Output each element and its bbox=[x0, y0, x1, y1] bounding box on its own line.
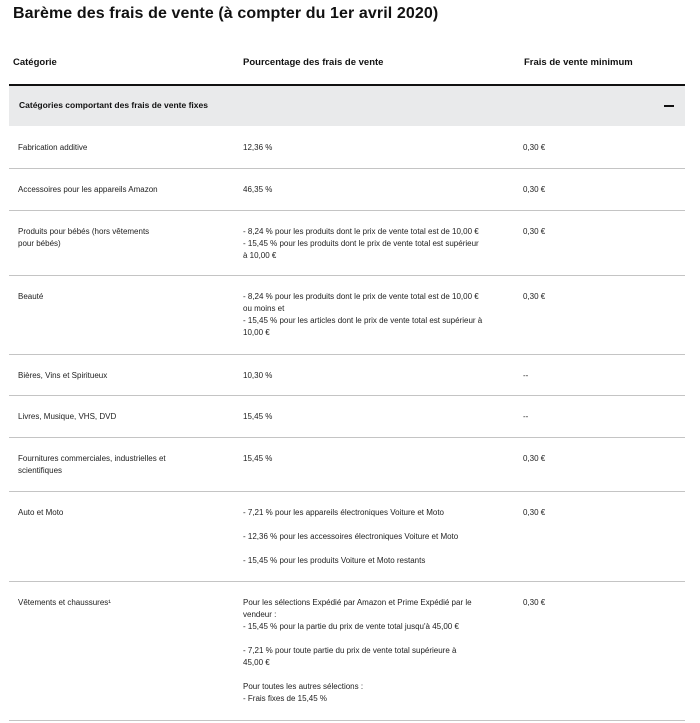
category-cell bbox=[18, 142, 178, 154]
category-cell-line: Vêtements et chaussures¹ bbox=[18, 598, 111, 607]
rate-cell-line: Pour les sélections Expédié par Amazon et Prime Expédié par le bbox=[243, 598, 472, 607]
rate-cell-line: 10,30 % bbox=[243, 371, 273, 380]
rate-cell-line: - Frais fixes de 15,45 % bbox=[243, 694, 328, 703]
minimum-fee-cell: 0,30 € bbox=[523, 292, 546, 301]
rate-cell-line: 12,36 % bbox=[243, 143, 273, 152]
rate-cell bbox=[243, 226, 507, 262]
page-title: Barème des frais de vente (à compter du 1er avril 2020) bbox=[13, 5, 439, 22]
category-cell bbox=[18, 226, 178, 250]
rate-cell-line: - 7,21 % pour les appareils électroniques Voiture et Moto bbox=[243, 508, 445, 517]
rate-cell-line: Pour toutes les autres sélections : bbox=[243, 682, 364, 691]
column-header-minimum: Frais de vente minimum bbox=[524, 57, 633, 68]
minimum-fee-cell: 0,30 € bbox=[523, 508, 546, 517]
rate-cell-line: 45,00 € bbox=[243, 658, 270, 667]
rate-cell-line: - 15,45 % pour les produits dont le prix de vente total est supérieur bbox=[243, 239, 479, 248]
category-cell-line: Fournitures commerciales, industrielles et bbox=[18, 454, 166, 463]
category-cell-line: Auto et Moto bbox=[18, 508, 64, 517]
minimum-fee-cell: 0,30 € bbox=[523, 227, 546, 236]
category-cell-line: Bières, Vins et Spiritueux bbox=[18, 371, 108, 380]
section-header-fixed-fees[interactable] bbox=[9, 86, 685, 126]
category-cell-line: Beauté bbox=[18, 292, 44, 301]
rate-cell-line: 15,45 % bbox=[243, 454, 273, 463]
rate-cell bbox=[243, 291, 507, 339]
rate-cell bbox=[243, 370, 507, 382]
category-cell bbox=[18, 370, 178, 382]
minimum-fee-cell: 0,30 € bbox=[523, 454, 546, 463]
category-cell-line: Livres, Musique, VHS, DVD bbox=[18, 412, 117, 421]
row-divider bbox=[9, 210, 685, 211]
row-divider bbox=[9, 491, 685, 492]
row-divider bbox=[9, 168, 685, 169]
category-cell-line: scientifiques bbox=[18, 466, 63, 475]
rate-cell bbox=[243, 184, 507, 196]
category-cell bbox=[18, 453, 178, 477]
rate-cell-line: - 12,36 % pour les accessoires électroniques Voiture et Moto bbox=[243, 532, 459, 541]
rate-cell-line: - 15,45 % pour les produits Voiture et Moto restants bbox=[243, 556, 426, 565]
column-header-category: Catégorie bbox=[13, 57, 57, 68]
rate-cell bbox=[243, 507, 507, 567]
rate-cell-line: - 8,24 % pour les produits dont le prix de vente total est de 10,00 € bbox=[243, 227, 479, 236]
rate-cell-line: - 15,45 % pour la partie du prix de vente total jusqu'à 45,00 € bbox=[243, 622, 459, 631]
category-cell-line: Accessoires pour les appareils Amazon bbox=[18, 185, 158, 194]
minimum-fee-cell: -- bbox=[523, 371, 529, 380]
rate-cell-line bbox=[243, 543, 507, 555]
row-divider bbox=[9, 581, 685, 582]
rate-cell bbox=[243, 411, 507, 423]
category-cell-line: pour bébés) bbox=[18, 239, 61, 248]
category-cell-line: Fabrication additive bbox=[18, 143, 88, 152]
category-cell bbox=[18, 411, 178, 423]
rate-cell-line: 15,45 % bbox=[243, 412, 273, 421]
rate-cell-line: - 15,45 % pour les articles dont le prix de vente total est supérieur à bbox=[243, 316, 483, 325]
rate-cell-line: à 10,00 € bbox=[243, 251, 277, 260]
minimum-fee-cell: 0,30 € bbox=[523, 185, 546, 194]
rate-cell-line: - 8,24 % pour les produits dont le prix de vente total est de 10,00 € bbox=[243, 292, 479, 301]
category-cell bbox=[18, 291, 178, 303]
rate-cell-line bbox=[243, 669, 507, 681]
rate-cell-line: 10,00 € bbox=[243, 328, 270, 337]
category-cell bbox=[18, 184, 178, 196]
rate-cell-line: 46,35 % bbox=[243, 185, 273, 194]
rate-cell bbox=[243, 453, 507, 465]
row-divider bbox=[9, 354, 685, 355]
minus-icon bbox=[664, 105, 674, 107]
column-header-rate: Pourcentage des frais de vente bbox=[243, 57, 384, 68]
section-title: Catégories comportant des frais de vente fixes bbox=[19, 100, 208, 110]
rate-cell-line bbox=[243, 633, 507, 645]
rate-cell-line: - 7,21 % pour toute partie du prix de vente total supérieure à bbox=[243, 646, 457, 655]
minimum-fee-cell: 0,30 € bbox=[523, 598, 546, 607]
minimum-fee-cell: -- bbox=[523, 412, 529, 421]
minimum-fee-cell: 0,30 € bbox=[523, 143, 546, 152]
rate-cell-line: vendeur : bbox=[243, 610, 277, 619]
row-divider bbox=[9, 720, 685, 721]
rate-cell bbox=[243, 597, 507, 705]
category-cell bbox=[18, 597, 178, 609]
rate-cell-line bbox=[243, 519, 507, 531]
category-cell-line: Produits pour bébés (hors vêtements bbox=[18, 227, 150, 236]
row-divider bbox=[9, 395, 685, 396]
row-divider bbox=[9, 437, 685, 438]
row-divider bbox=[9, 275, 685, 276]
rate-cell bbox=[243, 142, 507, 154]
category-cell bbox=[18, 507, 178, 519]
rate-cell-line: ou moins et bbox=[243, 304, 285, 313]
collapse-toggle-button[interactable] bbox=[661, 98, 677, 114]
